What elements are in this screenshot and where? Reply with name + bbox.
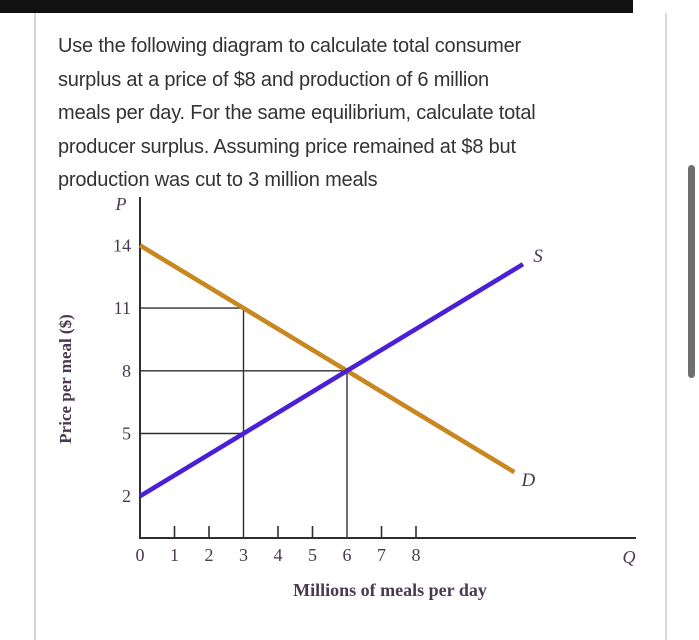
scrollbar-thumb[interactable] xyxy=(688,165,695,378)
y-tick-label-11: 11 xyxy=(113,298,131,319)
question-line: meals per day. For the same equilibrium, calculate total xyxy=(58,102,536,124)
x-axis-title: Millions of meals per day xyxy=(293,580,487,600)
top-bar xyxy=(0,0,633,13)
x-tick-label-1: 1 xyxy=(170,545,179,565)
y-tick-label-14: 14 xyxy=(113,235,131,256)
x-tick-label-3: 3 xyxy=(239,545,248,565)
right-border-line xyxy=(665,13,667,640)
y-tick-label-8: 8 xyxy=(122,360,131,381)
question-line: producer surplus. Assuming price remained at $8 but xyxy=(58,135,516,158)
y-tick-label-5: 5 xyxy=(122,423,131,444)
supply-demand-chart xyxy=(40,190,660,640)
x-tick-label-7: 7 xyxy=(377,545,386,565)
x-tick-label-8: 8 xyxy=(411,545,421,565)
x-tick-label-0: 0 xyxy=(135,545,145,565)
y-axis-title: Price per meal ($) xyxy=(56,314,75,444)
supply-curve-label: S xyxy=(533,246,543,268)
question-text xyxy=(58,30,658,198)
demand-curve xyxy=(140,245,514,472)
supply-curve xyxy=(140,264,523,496)
left-border-line xyxy=(34,13,36,640)
x-axis-symbol: Q xyxy=(622,547,636,567)
question-line: surplus at a price of $8 and production of 6 million xyxy=(58,68,489,91)
question-line: production was cut to 3 million meals xyxy=(58,169,378,191)
question-line: Use the following diagram to calculate total consumer xyxy=(58,35,521,57)
x-tick-label-6: 6 xyxy=(342,545,352,565)
x-tick-label-4: 4 xyxy=(273,545,283,565)
y-tick-label-2: 2 xyxy=(122,486,131,507)
x-tick-label-2: 2 xyxy=(204,545,214,565)
demand-curve-label: D xyxy=(521,470,536,492)
x-tick-label-5: 5 xyxy=(308,545,317,565)
y-axis-symbol: P xyxy=(115,194,127,214)
